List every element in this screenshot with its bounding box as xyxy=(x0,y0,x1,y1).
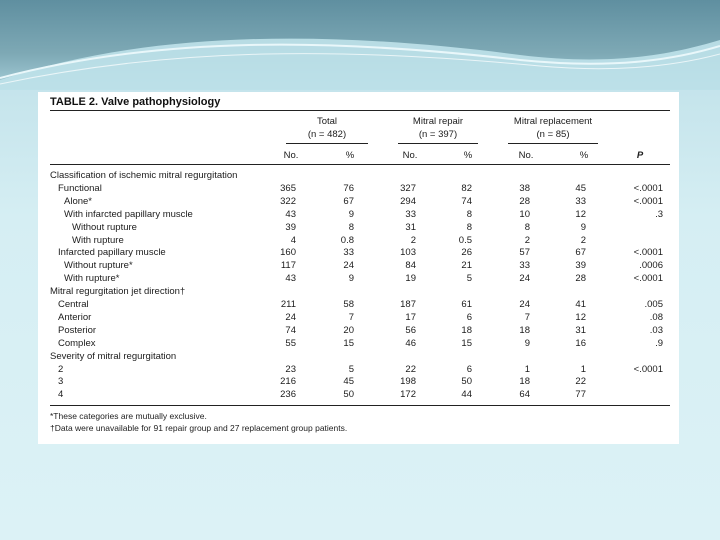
group-header: Total xyxy=(316,116,338,127)
table-document xyxy=(38,92,679,444)
footnote: †Data were unavailable for 91 repair group and 27 replacement group patients. xyxy=(50,423,348,434)
table-cell: 56 xyxy=(405,324,416,336)
table-cell: 8 xyxy=(466,221,472,233)
column-header: No. xyxy=(518,150,534,161)
table-cell: <.0001 xyxy=(633,182,663,194)
group-n: (n = 482) xyxy=(307,129,347,140)
table-cell: 18 xyxy=(519,376,530,388)
top-rule xyxy=(50,110,670,111)
table-cell: 187 xyxy=(400,299,416,310)
table-cell: 17 xyxy=(405,311,416,323)
table-cell: 57 xyxy=(519,247,530,259)
row-label: Severity of mitral regurgitation xyxy=(50,350,177,362)
table-cell: 7 xyxy=(524,311,530,323)
row-label: Anterior xyxy=(58,311,92,323)
table-cell: 9 xyxy=(524,337,530,349)
row-label: With rupture xyxy=(72,234,124,246)
table-cell: 172 xyxy=(400,389,416,401)
table-cell: 61 xyxy=(461,299,472,310)
table-cell: 33 xyxy=(575,195,586,207)
group-n: (n = 85) xyxy=(536,129,570,140)
row-label: With infarcted papillary muscle xyxy=(64,208,193,220)
bottom-rule xyxy=(50,405,670,406)
column-header: No. xyxy=(283,150,299,161)
wave-decoration-icon xyxy=(0,0,720,90)
table-cell: .3 xyxy=(655,208,663,220)
group-header: Mitral repair xyxy=(412,116,464,127)
table-cell: 12 xyxy=(575,208,586,220)
row-label: Infarcted papillary muscle xyxy=(58,247,166,259)
table-cell: 0.8 xyxy=(340,234,354,246)
table-cell: 31 xyxy=(405,221,416,233)
table-cell: 6 xyxy=(466,311,472,323)
column-header: No. xyxy=(402,150,418,161)
table-cell: 216 xyxy=(280,376,296,388)
table-cell: 117 xyxy=(280,260,296,272)
table-cell: 31 xyxy=(575,324,586,336)
table-cell: 0.5 xyxy=(458,234,472,246)
table-cell: 82 xyxy=(461,182,472,194)
table-cell: .08 xyxy=(649,311,663,323)
table-title: TABLE 2. Valve pathophysiology xyxy=(50,96,221,108)
table-cell: 58 xyxy=(343,299,354,310)
row-label: With rupture* xyxy=(64,273,120,285)
table-cell: 16 xyxy=(575,337,586,349)
table-cell: 6 xyxy=(466,363,472,375)
column-header: % xyxy=(345,150,355,161)
column-header: P xyxy=(636,150,644,161)
column-header: % xyxy=(579,150,589,161)
table-cell: 5 xyxy=(348,363,354,375)
footnote: *These categories are mutually exclusive. xyxy=(50,411,207,422)
table-cell: 322 xyxy=(280,195,296,207)
table-cell: <.0001 xyxy=(633,363,663,375)
table-cell: 18 xyxy=(461,324,472,336)
table-cell: 44 xyxy=(461,389,472,401)
row-label: Posterior xyxy=(58,324,97,336)
row-label: Mitral regurgitation jet direction† xyxy=(50,286,186,298)
row-label: Central xyxy=(58,299,89,310)
table-cell: <.0001 xyxy=(633,195,663,207)
table-cell: 9 xyxy=(348,208,354,220)
table-cell: 28 xyxy=(519,195,530,207)
table-cell: 28 xyxy=(575,273,586,285)
table-cell: 33 xyxy=(343,247,354,259)
table-cell: 64 xyxy=(519,389,530,401)
table-cell: 55 xyxy=(285,337,296,349)
group-rule xyxy=(508,143,598,144)
table-cell: 33 xyxy=(405,208,416,220)
table-cell: 294 xyxy=(400,195,416,207)
table-cell: 19 xyxy=(405,273,416,285)
table-cell: .9 xyxy=(655,337,663,349)
table-cell: 8 xyxy=(524,221,530,233)
table-cell: 26 xyxy=(461,247,472,259)
table-cell: 1 xyxy=(580,363,586,375)
table-cell: 9 xyxy=(348,273,354,285)
table-cell: 22 xyxy=(405,363,416,375)
group-rule xyxy=(286,143,368,144)
row-label: Without rupture xyxy=(72,221,137,233)
group-header: Mitral replacement xyxy=(513,116,593,127)
table-cell: 4 xyxy=(290,234,296,246)
table-cell: 33 xyxy=(519,260,530,272)
table-cell: 43 xyxy=(285,208,296,220)
table-cell: 7 xyxy=(348,311,354,323)
table-cell: 41 xyxy=(575,299,586,310)
table-cell: 103 xyxy=(400,247,416,259)
table-cell: 2 xyxy=(410,234,416,246)
table-cell: 5 xyxy=(466,273,472,285)
row-label: Complex xyxy=(58,337,96,349)
table-cell: 8 xyxy=(348,221,354,233)
column-header: % xyxy=(463,150,473,161)
table-cell: 365 xyxy=(280,182,296,194)
table-cell: 327 xyxy=(400,182,416,194)
table-cell: 24 xyxy=(343,260,354,272)
table-cell: 50 xyxy=(343,389,354,401)
table-cell: 24 xyxy=(519,299,530,310)
table-cell: .03 xyxy=(649,324,663,336)
table-cell: 74 xyxy=(285,324,296,336)
table-cell: 160 xyxy=(280,247,296,259)
table-cell: 21 xyxy=(461,260,472,272)
table-cell: 8 xyxy=(466,208,472,220)
table-cell: 84 xyxy=(405,260,416,272)
table-cell: 67 xyxy=(575,247,586,259)
table-cell: 2 xyxy=(524,234,530,246)
table-cell: 45 xyxy=(343,376,354,388)
table-cell: 50 xyxy=(461,376,472,388)
row-label: Alone* xyxy=(64,195,92,207)
table-cell: 45 xyxy=(575,182,586,194)
table-cell: 39 xyxy=(285,221,296,233)
table-cell: 74 xyxy=(461,195,472,207)
table-cell: <.0001 xyxy=(633,247,663,259)
row-label: Classification of ischemic mitral regurgitation xyxy=(50,170,238,181)
table-cell: .0006 xyxy=(639,260,663,272)
row-label: 2 xyxy=(58,363,64,375)
table-cell: 18 xyxy=(519,324,530,336)
table-cell: 9 xyxy=(580,221,586,233)
table-cell: 2 xyxy=(580,234,586,246)
row-label: Functional xyxy=(58,182,102,194)
table-cell: 15 xyxy=(461,337,472,349)
table-cell: 76 xyxy=(343,182,354,194)
table-cell: 15 xyxy=(343,337,354,349)
table-cell: 1 xyxy=(524,363,530,375)
group-rule xyxy=(398,143,478,144)
row-label: Without rupture* xyxy=(64,260,133,272)
table-cell: 77 xyxy=(575,389,586,401)
table-cell: 10 xyxy=(519,208,530,220)
row-label: 3 xyxy=(58,376,64,388)
table-cell: 43 xyxy=(285,273,296,285)
table-cell: 20 xyxy=(343,324,354,336)
decorative-banner xyxy=(0,0,720,90)
table-cell: <.0001 xyxy=(633,273,663,285)
table-cell: 46 xyxy=(405,337,416,349)
table-cell: 67 xyxy=(343,195,354,207)
table-cell: 211 xyxy=(280,299,296,310)
table-cell: 24 xyxy=(519,273,530,285)
table-cell: 236 xyxy=(280,389,296,401)
table-cell: 198 xyxy=(400,376,416,388)
table-cell: 23 xyxy=(285,363,296,375)
table-cell: 24 xyxy=(285,311,296,323)
header-rule xyxy=(50,164,670,165)
row-label: 4 xyxy=(58,389,64,401)
table-cell: 38 xyxy=(519,182,530,194)
table-cell: .005 xyxy=(644,299,663,310)
table-cell: 22 xyxy=(575,376,586,388)
group-n: (n = 397) xyxy=(418,129,458,140)
table-cell: 12 xyxy=(575,311,586,323)
table-cell: 39 xyxy=(575,260,586,272)
